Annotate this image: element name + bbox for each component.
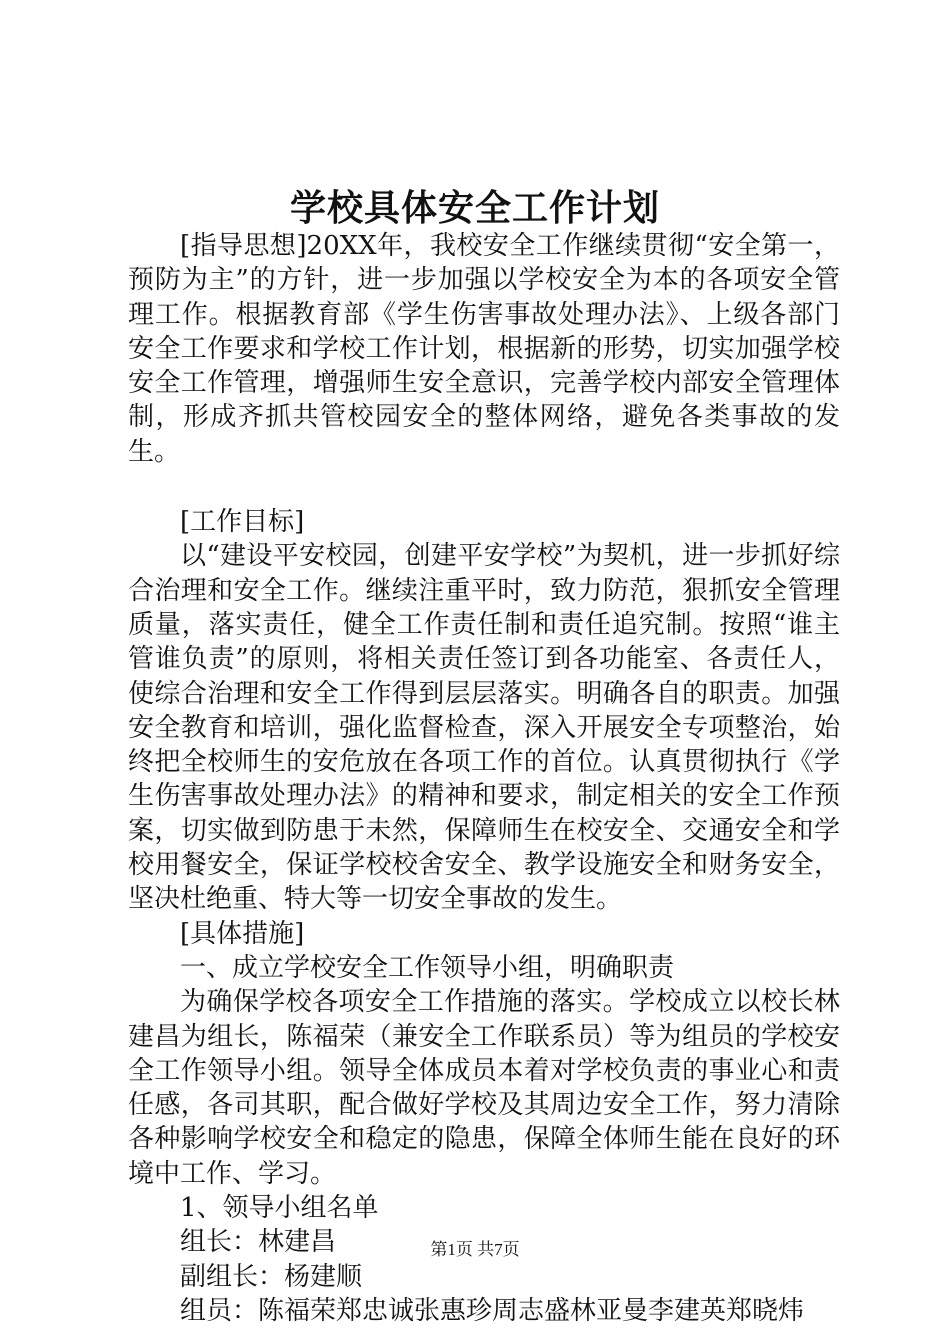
deputy-leader-line: 副组长：杨建顺: [180, 1261, 363, 1292]
document-body: [128, 229, 840, 1328]
paragraph-spacer: [128, 469, 840, 505]
leadership-list-heading: 1、领导小组名单: [180, 1193, 379, 1224]
work-goals-paragraph: 以“建设平安校园，创建平安学校”为契机，进一步抓好综合治理和安全工作。继续注重平时，致力防范，狠抓安全管理质量，落实责任，健全工作责任制和责任追究制。按照“谁主管谁负责”的原则，将相关责任签订到各功能室、各责任人，使综合治理和安全工作得到层层落实。明确各自的职责。加强安全教育和培训，强化监督检查，深入开展安全专项整治，始终把全校师生的安危放在各项工作的首位。认真贯彻执行《学生伤害事故处理办法》的精神和要求，制定相关的安全工作预案，切实做到防患于未然，保障师生在校安全、交通安全和学校用餐安全，保证学校校舍安全、教学设施安全和财务安全，坚决杜绝重、特大等一切安全事故的发生。: [128, 541, 840, 915]
specific-measures-heading: [具体措施]: [180, 918, 305, 949]
section-one-paragraph: 为确保学校各项安全工作措施的落实。学校成立以校长林建昌为组长，陈福荣（兼安全工作联系员）等为组员的学校安全工作领导小组。领导全体成员本着对学校负责的事业心和责任感，各司其职，配合做好学校及其周边安全工作，努力清除各种影响学校安全和稳定的隐患，保障全体师生能在良好的环境中工作、学习。: [128, 987, 840, 1189]
leader-line: 组长：林建昌: [180, 1227, 337, 1258]
guiding-ideology-paragraph: [指导思想]20XX年，我校安全工作继续贯彻“安全第一，预防为主”的方针，进一步加强以学校安全为本的各项安全管理工作。根据教育部《学生伤害事故处理办法》、上级各部门安全工作要求和学校工作计划，根据新的形势，切实加强学校安全工作管理，增强师生安全意识，完善学校内部安全管理体制，形成齐抓共管校园安全的整体网络，避免各类事故的发生。: [128, 231, 840, 467]
members-line: 组员：陈福荣郑忠诚张惠珍周志盛林亚曼李建英郑晓炜: [180, 1295, 805, 1326]
document-title: 学校具体安全工作计划: [289, 187, 660, 229]
section-one-heading: 一、成立学校安全工作领导小组，明确职责: [180, 952, 675, 983]
page-number-footer: 第1页 共7页: [430, 1240, 520, 1259]
work-goals-heading: [工作目标]: [180, 507, 305, 538]
